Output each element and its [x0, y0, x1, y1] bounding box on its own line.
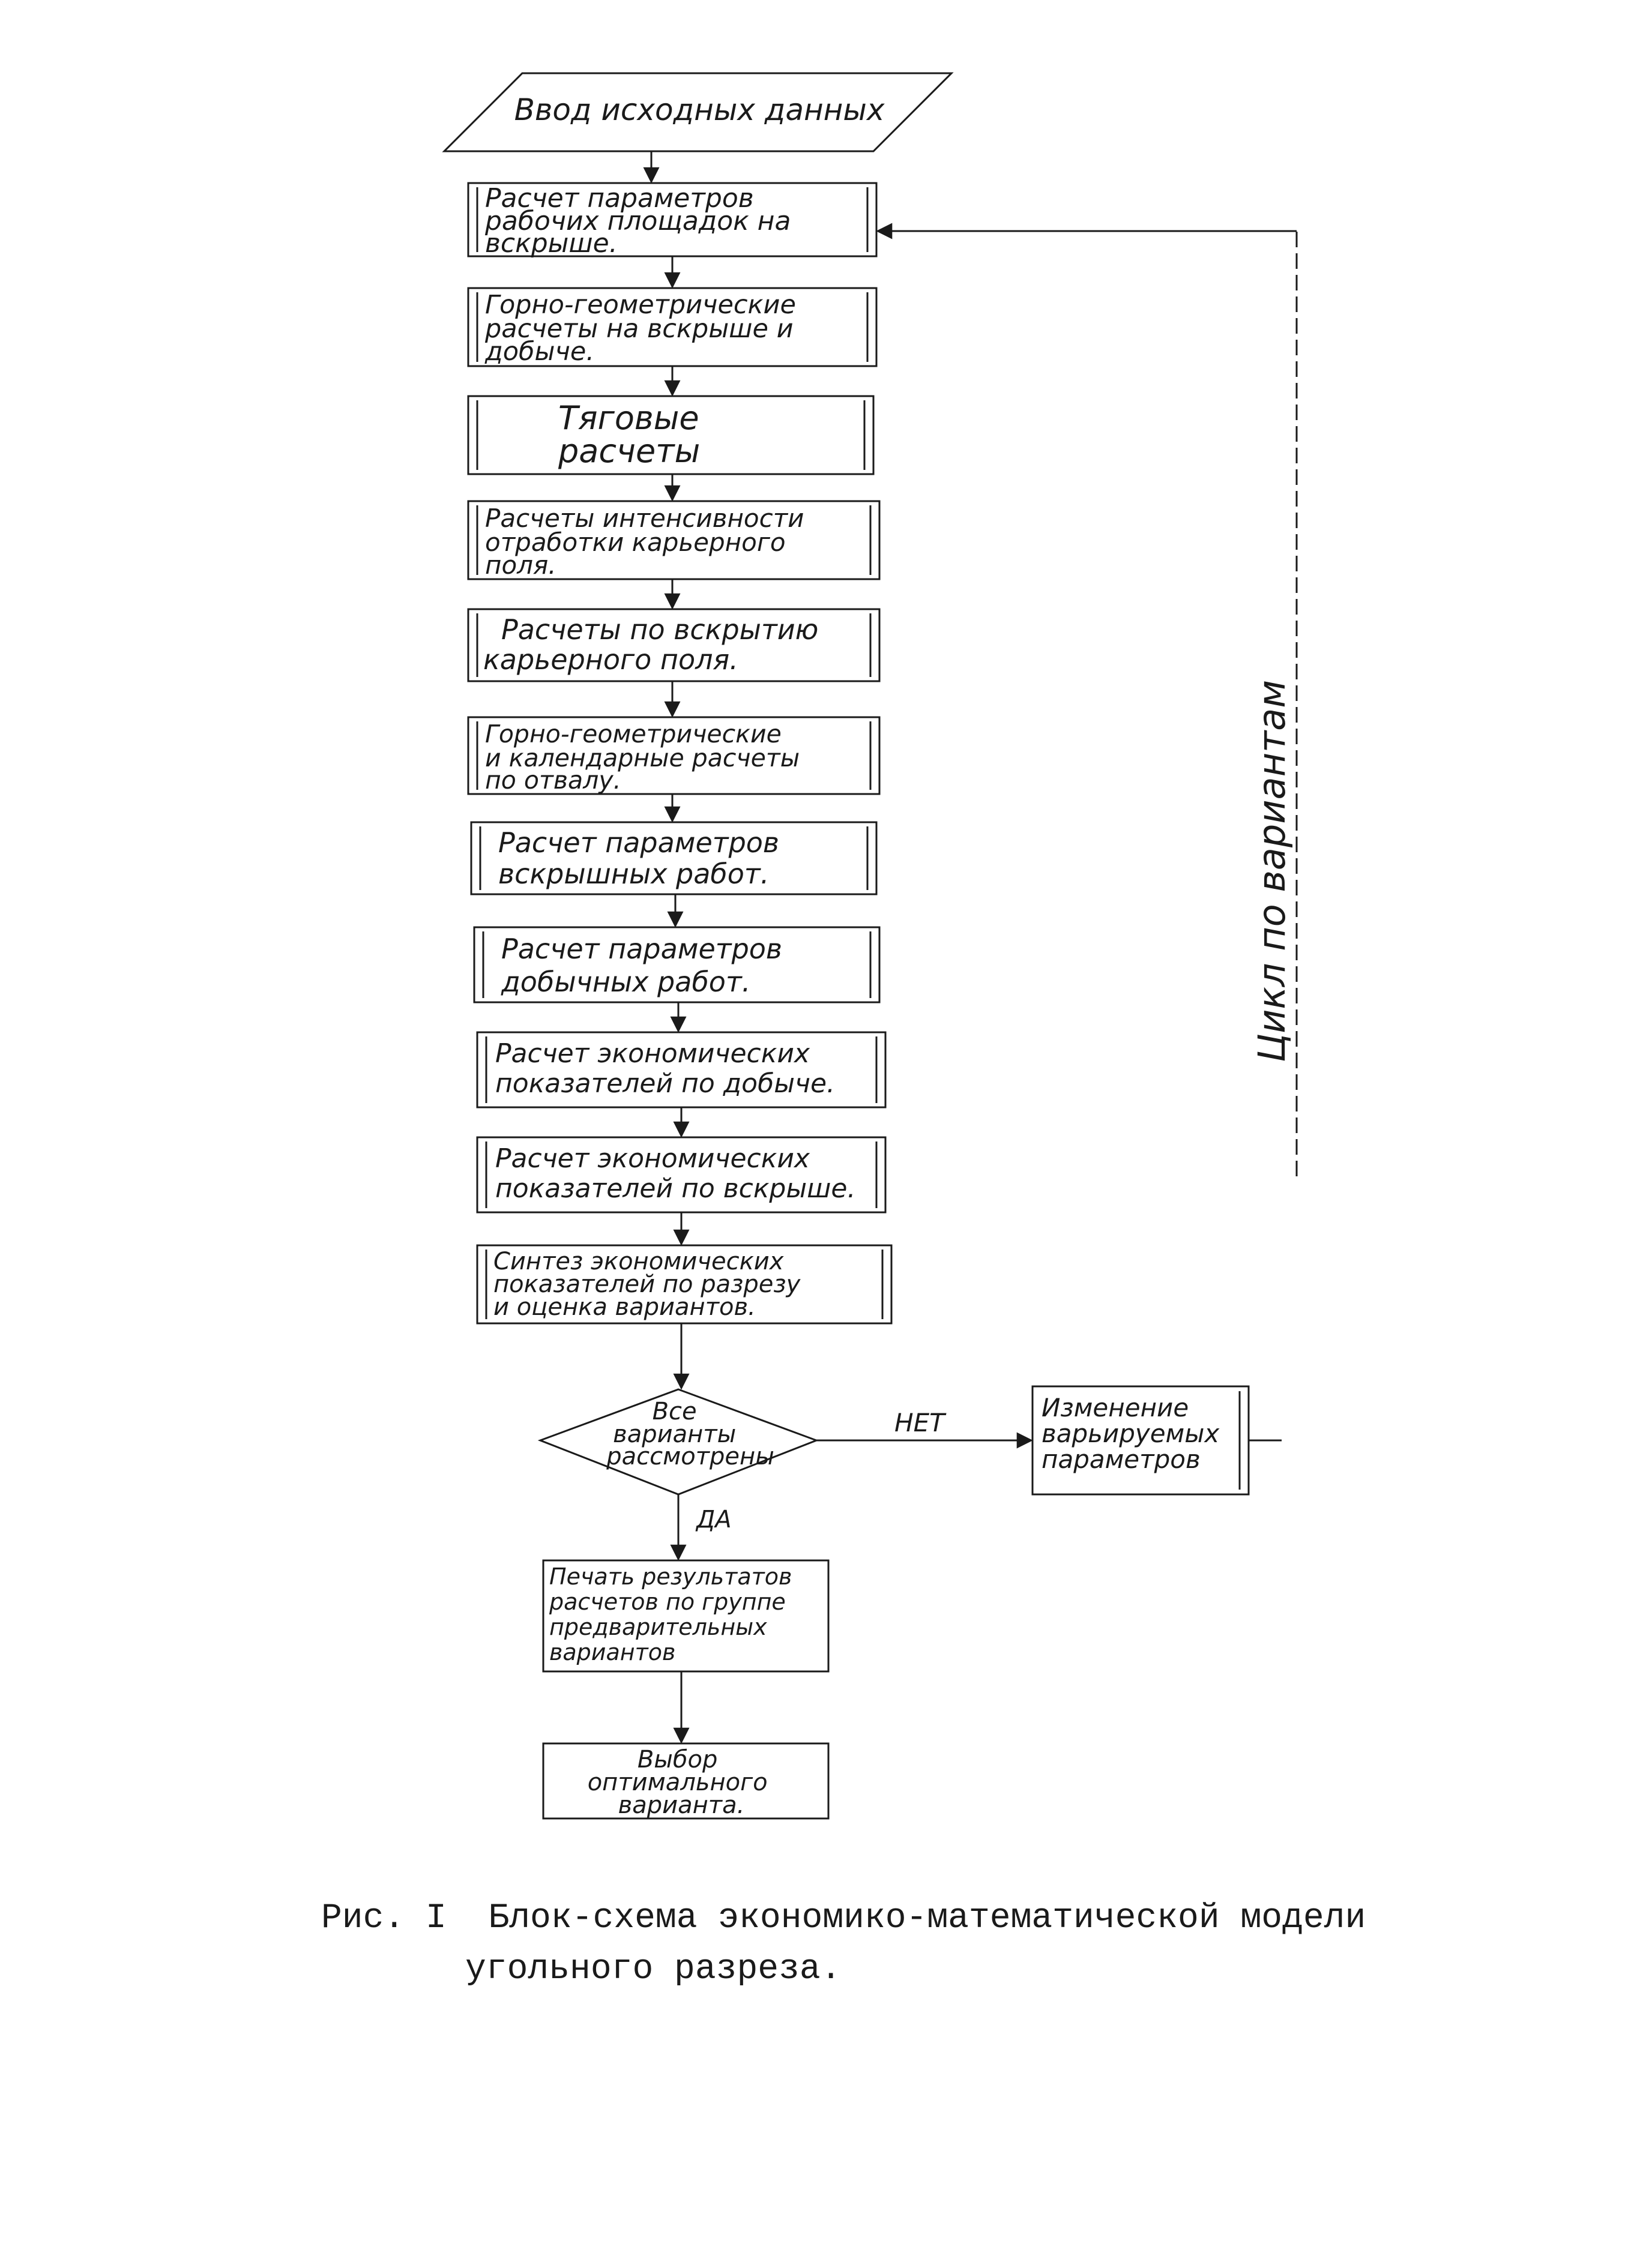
node-choice [543, 1743, 828, 1819]
node-change-text [1042, 1393, 1228, 1474]
node-b2-line-3: добыче. [485, 337, 595, 367]
node-b7 [471, 822, 876, 894]
node-change [1033, 1386, 1249, 1494]
node-print-line-4: вариантов [549, 1639, 676, 1665]
loop-connectors [816, 231, 1297, 1440]
node-b10-text [495, 1143, 855, 1204]
node-b6 [468, 717, 879, 795]
node-decision-line-2: варианты [613, 1421, 737, 1448]
node-b7-text [498, 826, 788, 890]
edge-label-yes: ДА [696, 1506, 732, 1533]
node-b4 [468, 501, 879, 580]
node-b8 [474, 927, 879, 1002]
node-b2 [468, 288, 876, 367]
node-print-line-2: расчетов по группе [549, 1589, 786, 1615]
node-b9-text [495, 1038, 835, 1099]
node-b11 [477, 1245, 891, 1323]
node-change-line-1: Изменение [1042, 1393, 1189, 1422]
edge-label-no: НЕТ [894, 1408, 945, 1437]
node-b9 [477, 1032, 885, 1107]
node-b8-line-2: добычных работ. [501, 966, 751, 998]
node-b1-line-3: вскрыше. [485, 228, 618, 259]
node-b11-line-2: показателей по разрезу [493, 1271, 801, 1298]
node-b11-line-3: и оценка вариантов. [493, 1293, 756, 1321]
node-change-line-2: варьируемых [1042, 1419, 1220, 1448]
node-b2-line-1: Горно-геометрические [485, 290, 796, 320]
node-decision [540, 1389, 816, 1494]
node-b7-line-2: вскрышных работ. [498, 858, 770, 890]
node-change-line-3: параметров [1042, 1445, 1201, 1474]
node-choice-text [588, 1746, 776, 1819]
node-print [543, 1560, 828, 1671]
node-b8-text [501, 933, 791, 998]
node-b10-line-2: показателей по вскрыше. [495, 1173, 856, 1204]
node-b10 [477, 1137, 885, 1212]
node-b9-line-1: Расчет экономических [495, 1038, 810, 1069]
node-b2-line-2: расчеты на вскрыше и [485, 314, 794, 344]
node-b4-line-3: поля. [485, 550, 556, 580]
node-b6-line-3: по отвалу. [485, 766, 621, 795]
node-input-text [514, 92, 885, 127]
node-b5 [468, 609, 879, 681]
node-b4-line-1: Расчеты интенсивности [485, 504, 804, 533]
node-b5-line-2: карьерного поля. [483, 643, 738, 676]
figure-caption-line-2: угольного разреза. [465, 1950, 842, 1989]
node-b10-line-1: Расчет экономических [495, 1143, 810, 1174]
figure-caption-line-1: Рис. I Блок-схема экономико-математической модели [321, 1899, 1366, 1938]
node-print-line-3: предварительных [549, 1614, 767, 1640]
node-choice-line-1: Выбор [637, 1746, 718, 1773]
node-b3-text [558, 399, 710, 470]
node-decision-text [606, 1398, 774, 1470]
node-print-line-1: Печать результатов [549, 1563, 792, 1590]
node-decision-line-1: Все [652, 1398, 697, 1425]
node-print-text [549, 1563, 799, 1665]
node-choice-line-2: оптимального [587, 1769, 768, 1796]
node-b3-line-1: Тяговые [558, 399, 699, 437]
node-b6-line-1: Горно-геометрические [485, 720, 782, 748]
node-b1-line-1: Расчет параметров [485, 183, 754, 214]
node-b5-line-1: Расчеты по вскрытию [501, 613, 819, 646]
edge-label-loop: Цикл по вариантам [1250, 680, 1294, 1062]
node-b6-text [485, 720, 807, 795]
node-b4-line-2: отработки карьерного [485, 528, 786, 557]
node-b7-line-1: Расчет параметров [498, 826, 780, 859]
node-b6-line-2: и календарные расчеты [485, 744, 800, 772]
node-input [444, 73, 951, 151]
node-b9-line-2: показателей по добыче. [495, 1068, 836, 1099]
node-b1 [468, 183, 876, 259]
node-input-line-1: Ввод исходных данных [514, 92, 885, 127]
node-b3-line-2: расчеты [558, 432, 701, 470]
node-decision-line-3: рассмотрены [606, 1443, 774, 1470]
node-b1-text [484, 183, 799, 259]
node-b11-text [493, 1248, 808, 1321]
node-b4-text [485, 504, 812, 580]
node-b8-line-1: Расчет параметров [501, 933, 783, 965]
node-b11-line-1: Синтез экономических [493, 1248, 784, 1275]
node-b1-line-2: рабочих площадок на [485, 206, 791, 236]
node-choice-line-3: варианта. [618, 1791, 745, 1819]
node-b2-text [484, 290, 804, 367]
node-b3 [468, 396, 873, 474]
node-b5-text [483, 613, 827, 676]
